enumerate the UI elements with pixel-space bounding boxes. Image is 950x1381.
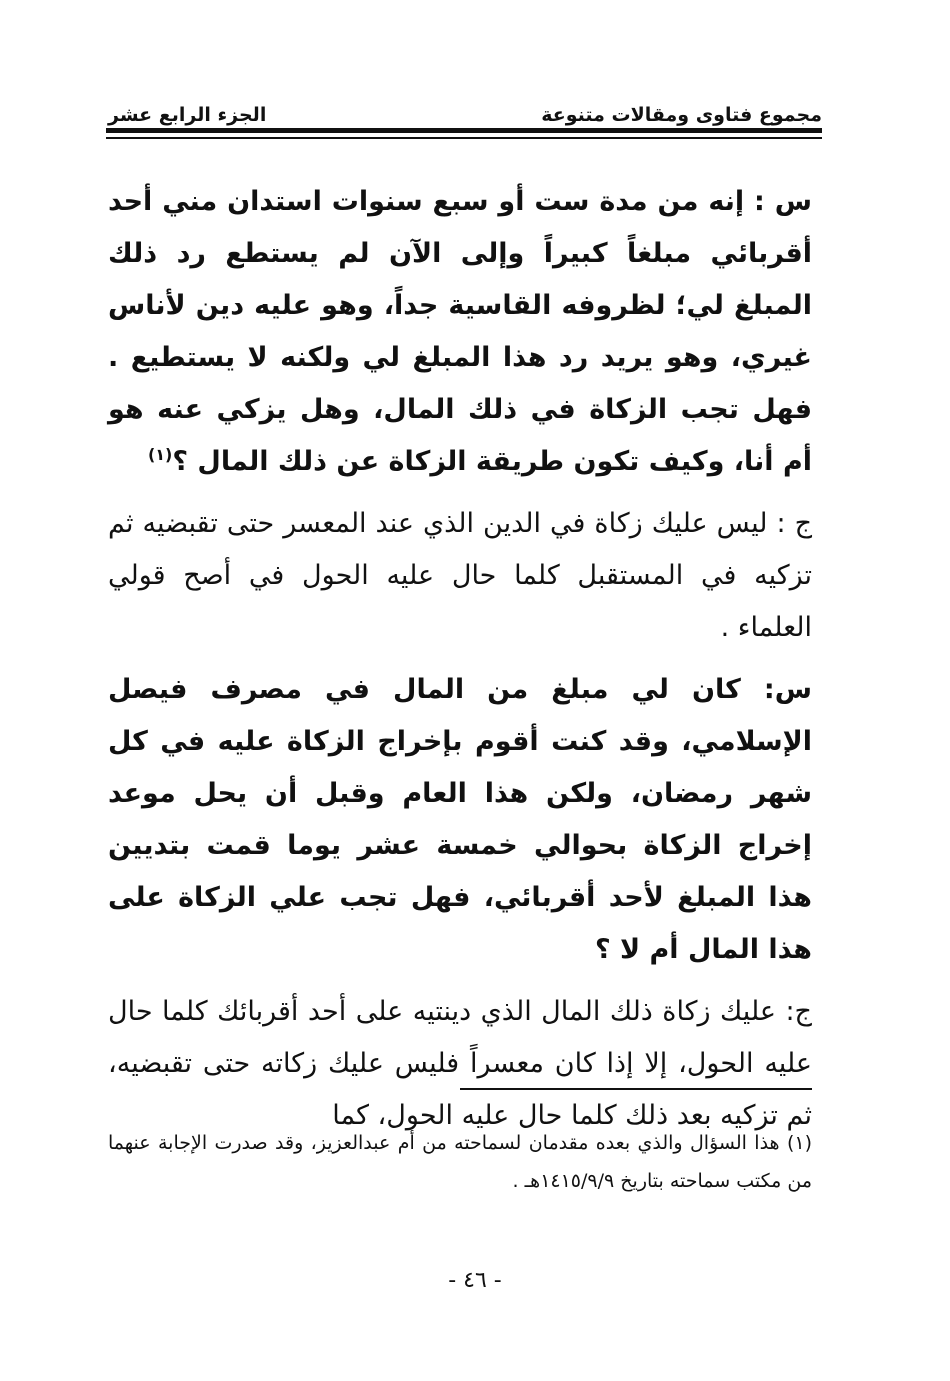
header-rule-thin	[106, 137, 822, 139]
question-2: س: كان لي مبلغ من المال في مصرف فيصل الإسلامي، وقد كنت أقوم بإخراج الزكاة عليه في كل شهر رمضان، ولكن هذا العام وقبل أن يحل موعد إخراج الزكاة بحوالي خمسة عشر يوما قمت بتديين هذا المبلغ لأحد أقربائي، فهل تجب علي الزكاة على هذا المال أم لا ؟	[108, 674, 812, 965]
footnote-ref-1: (١)	[147, 445, 173, 464]
question-1	[108, 176, 812, 488]
body-text	[108, 176, 812, 1152]
volume-label: الجزء الرابع عشر	[108, 104, 267, 126]
footnote-1: (١) هذا السؤال والذي بعده مقدمان لسماحته من أم عبدالعزيز، وقد صدرت الإجابة عنهما من مكتب سماحته بتاريخ ١٤١٥/٩/٩هـ .	[108, 1132, 812, 1192]
question-1-text: س : إنه من مدة ست أو سبع سنوات استدان مني أحد أقربائي مبلغاً كبيراً وإلى الآن لم يستطع رد ذلك المبلغ لي؛ لظروفه القاسية جداً، وهو عليه دين لأناس غيري، وهو يريد رد هذا المبلغ لي ولكنه لا يستطيع . فهل تجب الزكاة في ذلك المال، وهل يزكي عنه هو أم أنا، وكيف تكون طريقة الزكاة عن ذلك المال ؟	[108, 186, 812, 477]
running-header	[108, 92, 822, 126]
book-title: مجموع فتاوى ومقالات متنوعة	[541, 104, 822, 126]
footnote-rule	[460, 1088, 812, 1090]
answer-2: ج: عليك زكاة ذلك المال الذي دينتيه على أحد أقربائك كلما حال عليه الحول، إلا إذا كان معسراً فليس عليك زكاته حتى تقبضيه، ثم تزكيه بعد ذلك كلما حال عليه الحول، كما	[108, 996, 812, 1131]
answer-1: ج : ليس عليك زكاة في الدين الذي عند المعسر حتى تقبضيه ثم تزكيه في المستقبل كلما حال عليه الحول في أصح قولي العلماء .	[108, 508, 812, 643]
header-rule-thick	[106, 128, 822, 133]
footnotes	[108, 1124, 812, 1200]
page-number: - ٤٦ -	[448, 1268, 502, 1293]
